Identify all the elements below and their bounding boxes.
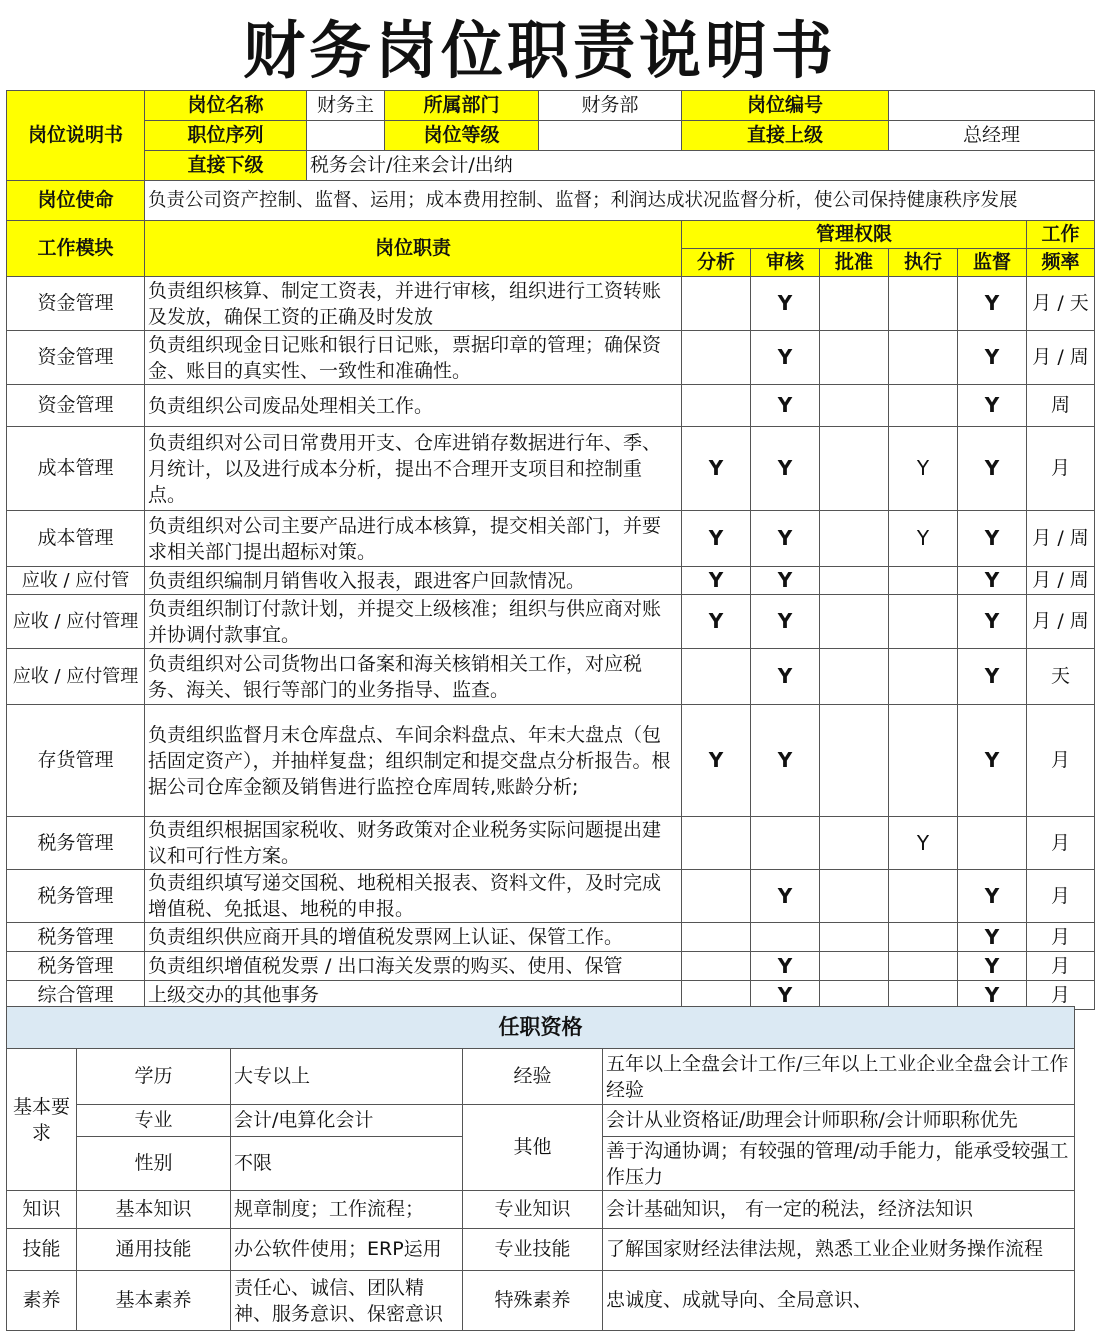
general-skill-label: 通用技能 bbox=[77, 1229, 231, 1271]
position-code-label: 岗位编号 bbox=[682, 91, 889, 121]
basic-knowledge-label: 基本知识 bbox=[77, 1191, 231, 1229]
duty-review: Y bbox=[751, 277, 820, 331]
duty-analyze bbox=[682, 870, 751, 923]
duty-module: 成本管理 bbox=[7, 511, 145, 567]
duty-execute: Y bbox=[889, 427, 958, 511]
duty-supervise: Y bbox=[958, 385, 1027, 427]
duty-module: 存货管理 bbox=[7, 705, 145, 817]
duty-approve bbox=[820, 952, 889, 981]
duty-review: Y bbox=[751, 427, 820, 511]
duty-module: 应收 / 应付管 bbox=[7, 567, 145, 595]
document-title: 财务岗位职责说明书 bbox=[242, 13, 837, 87]
duty-supervise: Y bbox=[958, 705, 1027, 817]
duty-execute bbox=[889, 595, 958, 649]
other-label: 其他 bbox=[463, 1105, 603, 1191]
section-label: 岗位说明书 bbox=[7, 91, 145, 181]
duty-module: 税务管理 bbox=[7, 923, 145, 952]
table-row bbox=[7, 427, 1095, 511]
mission-label: 岗位使命 bbox=[7, 181, 145, 221]
duty-review: Y bbox=[751, 595, 820, 649]
duty-analyze: Y bbox=[682, 595, 751, 649]
duty-execute bbox=[889, 385, 958, 427]
subordinate-label: 直接下级 bbox=[145, 151, 307, 181]
qualification-table bbox=[6, 1006, 1075, 1331]
duty-analyze: Y bbox=[682, 511, 751, 567]
duty-module: 资金管理 bbox=[7, 385, 145, 427]
duty-text: 负责组织监督月末仓库盘点、车间余料盘点、年末大盘点（包括固定资产），并抽样复盘；组织制定和提交盘点分析报告。根据公司仓库金额及销售进行监控仓库周转,账龄分析; bbox=[145, 705, 682, 817]
duty-supervise: Y bbox=[958, 981, 1027, 1010]
duty-freq: 月 bbox=[1027, 427, 1095, 511]
pro-knowledge-label: 专业知识 bbox=[463, 1191, 603, 1229]
duty-execute bbox=[889, 705, 958, 817]
duty-supervise: Y bbox=[958, 649, 1027, 705]
duty-analyze bbox=[682, 923, 751, 952]
duty-module: 应收 / 应付管理 bbox=[7, 649, 145, 705]
duty-freq: 月 bbox=[1027, 923, 1095, 952]
duty-approve bbox=[820, 427, 889, 511]
duty-text: 负责组织对公司主要产品进行成本核算，提交相关部门，并要求相关部门提出超标对策。 bbox=[145, 511, 682, 567]
special-quality-value: 忠诚度、成就导向、全局意识、 bbox=[603, 1271, 1075, 1331]
pro-skill-label: 专业技能 bbox=[463, 1229, 603, 1271]
department-value: 财务部 bbox=[539, 91, 682, 121]
basic-requirements-label: 基本要求 bbox=[7, 1049, 77, 1191]
duty-freq: 月 / 周 bbox=[1027, 511, 1095, 567]
duty-analyze bbox=[682, 649, 751, 705]
duty-analyze: Y bbox=[682, 427, 751, 511]
duty-supervise bbox=[958, 817, 1027, 870]
position-name-label: 岗位名称 bbox=[145, 91, 307, 121]
major-value: 会计/电算化会计 bbox=[231, 1105, 463, 1137]
duty-execute bbox=[889, 567, 958, 595]
duty-approve bbox=[820, 511, 889, 567]
duty-supervise: Y bbox=[958, 595, 1027, 649]
duty-review: Y bbox=[751, 567, 820, 595]
duty-supervise: Y bbox=[958, 331, 1027, 385]
grade-value bbox=[539, 121, 682, 151]
sequence-value bbox=[307, 121, 385, 151]
duty-text: 负责组织编制月销售收入报表，跟进客户回款情况。 bbox=[145, 567, 682, 595]
table-row bbox=[7, 595, 1095, 649]
major-label: 专业 bbox=[77, 1105, 231, 1137]
duty-execute bbox=[889, 923, 958, 952]
position-code-value bbox=[889, 91, 1095, 121]
duty-approve bbox=[820, 870, 889, 923]
duty-review: Y bbox=[751, 385, 820, 427]
duty-text: 负责组织公司废品处理相关工作。 bbox=[145, 385, 682, 427]
superior-label: 直接上级 bbox=[682, 121, 889, 151]
duty-text: 负责组织供应商开具的增值税发票网上认证、保管工作。 bbox=[145, 923, 682, 952]
duty-text: 负责组织增值税发票 / 出口海关发票的购买、使用、保管 bbox=[145, 952, 682, 981]
basic-quality-label: 基本素养 bbox=[77, 1271, 231, 1331]
duty-freq: 月 / 周 bbox=[1027, 331, 1095, 385]
freq-header-bottom: 频率 bbox=[1027, 249, 1095, 277]
table-row bbox=[7, 705, 1095, 817]
module-header: 工作模块 bbox=[7, 221, 145, 277]
duty-freq: 月 bbox=[1027, 870, 1095, 923]
supervise-header: 监督 bbox=[958, 249, 1027, 277]
table-row bbox=[7, 817, 1095, 870]
education-value: 大专以上 bbox=[231, 1049, 463, 1105]
analyze-header: 分析 bbox=[682, 249, 751, 277]
duty-freq: 月 / 周 bbox=[1027, 567, 1095, 595]
table-row bbox=[7, 952, 1095, 981]
duty-approve bbox=[820, 277, 889, 331]
duty-text: 负责组织现金日记账和银行日记账，票据印章的管理；确保资金、账目的真实性、一致性和准确性。 bbox=[145, 331, 682, 385]
duty-execute: Y bbox=[889, 511, 958, 567]
duty-text: 上级交办的其他事务 bbox=[145, 981, 682, 1010]
duty-freq: 月 bbox=[1027, 981, 1095, 1010]
table-row bbox=[7, 923, 1095, 952]
sequence-label: 职位序列 bbox=[145, 121, 307, 151]
duty-text: 负责组织核算、制定工资表，并进行审核，组织进行工资转账及发放，确保工资的正确及时发放 bbox=[145, 277, 682, 331]
experience-label: 经验 bbox=[463, 1049, 603, 1105]
duty-freq: 月 bbox=[1027, 817, 1095, 870]
subordinate-value: 税务会计/往来会计/出纳 bbox=[307, 151, 1095, 181]
duty-analyze: Y bbox=[682, 705, 751, 817]
table-row bbox=[7, 331, 1095, 385]
other-value-certificate: 会计从业资格证/助理会计师职称/会计师职称优先 bbox=[603, 1105, 1075, 1137]
duty-module: 应收 / 应付管理 bbox=[7, 595, 145, 649]
approve-header: 批准 bbox=[820, 249, 889, 277]
grade-label: 岗位等级 bbox=[385, 121, 539, 151]
freq-header-top: 工作 bbox=[1027, 221, 1095, 249]
table-row bbox=[7, 870, 1095, 923]
table-row bbox=[7, 649, 1095, 705]
gender-label: 性别 bbox=[77, 1137, 231, 1191]
other-value-ability: 善于沟通协调；有较强的管理/动手能力，能承受较强工作压力 bbox=[603, 1137, 1075, 1191]
pro-skill-value: 了解国家财经法律法规，熟悉工业企业财务操作流程 bbox=[603, 1229, 1075, 1271]
duty-text: 负责组织填写递交国税、地税相关报表、资料文件，及时完成增值税、免抵退、地税的申报。 bbox=[145, 870, 682, 923]
duty-approve bbox=[820, 817, 889, 870]
duty-text: 负责组织根据国家税收、财务政策对企业税务实际问题提出建议和可行性方案。 bbox=[145, 817, 682, 870]
duty-freq: 月 bbox=[1027, 952, 1095, 981]
duty-execute bbox=[889, 952, 958, 981]
duty-review: Y bbox=[751, 649, 820, 705]
duty-freq: 周 bbox=[1027, 385, 1095, 427]
duty-supervise: Y bbox=[958, 511, 1027, 567]
mission-text: 负责公司资产控制、监督、运用；成本费用控制、监督；利润达成状况监督分析，使公司保持健康秩序发展 bbox=[145, 181, 1095, 221]
duty-analyze bbox=[682, 952, 751, 981]
execute-header: 执行 bbox=[889, 249, 958, 277]
duty-supervise: Y bbox=[958, 277, 1027, 331]
duty-approve bbox=[820, 567, 889, 595]
review-header: 审核 bbox=[751, 249, 820, 277]
gender-value: 不限 bbox=[231, 1137, 463, 1191]
position-name-value: 财务主 bbox=[307, 91, 385, 121]
duty-analyze bbox=[682, 331, 751, 385]
pro-knowledge-value: 会计基础知识， 有一定的税法，经济法知识 bbox=[603, 1191, 1075, 1229]
duty-review bbox=[751, 923, 820, 952]
duty-review bbox=[751, 817, 820, 870]
table-row bbox=[7, 511, 1095, 567]
table-row bbox=[7, 567, 1095, 595]
experience-value: 五年以上全盘会计工作/三年以上工业企业全盘会计工作经验 bbox=[603, 1049, 1075, 1105]
duty-module: 综合管理 bbox=[7, 981, 145, 1010]
table-row bbox=[7, 277, 1095, 331]
basic-quality-value: 责任心、诚信、团队精神、服务意识、保密意识 bbox=[231, 1271, 463, 1331]
duty-module: 资金管理 bbox=[7, 277, 145, 331]
duty-approve bbox=[820, 331, 889, 385]
quality-label: 素养 bbox=[7, 1271, 77, 1331]
duty-header: 岗位职责 bbox=[145, 221, 682, 277]
duty-supervise: Y bbox=[958, 427, 1027, 511]
duty-freq: 天 bbox=[1027, 649, 1095, 705]
duty-analyze bbox=[682, 385, 751, 427]
duty-module: 税务管理 bbox=[7, 952, 145, 981]
duty-review: Y bbox=[751, 331, 820, 385]
duty-text: 负责组织对公司日常费用开支、仓库进销存数据进行年、季、月统计，以及进行成本分析，提出不合理开支项目和控制重点。 bbox=[145, 427, 682, 511]
department-label: 所属部门 bbox=[385, 91, 539, 121]
superior-value: 总经理 bbox=[889, 121, 1095, 151]
duty-execute bbox=[889, 649, 958, 705]
duty-freq: 月 bbox=[1027, 705, 1095, 817]
duty-text: 负责组织对公司货物出口备案和海关核销相关工作，对应税务、海关、银行等部门的业务指导、监查。 bbox=[145, 649, 682, 705]
knowledge-label: 知识 bbox=[7, 1191, 77, 1229]
duty-text: 负责组织制订付款计划，并提交上级核准；组织与供应商对账并协调付款事宜。 bbox=[145, 595, 682, 649]
duty-review: Y bbox=[751, 981, 820, 1010]
duty-approve bbox=[820, 649, 889, 705]
duty-freq: 月 / 周 bbox=[1027, 595, 1095, 649]
table-row bbox=[7, 385, 1095, 427]
duty-analyze bbox=[682, 817, 751, 870]
duty-execute bbox=[889, 277, 958, 331]
duty-execute bbox=[889, 870, 958, 923]
skill-label: 技能 bbox=[7, 1229, 77, 1271]
duty-supervise: Y bbox=[958, 952, 1027, 981]
duties-table bbox=[6, 90, 1095, 1010]
duty-supervise: Y bbox=[958, 923, 1027, 952]
special-quality-label: 特殊素养 bbox=[463, 1271, 603, 1331]
education-label: 学历 bbox=[77, 1049, 231, 1105]
duty-review: Y bbox=[751, 870, 820, 923]
duty-approve bbox=[820, 385, 889, 427]
duty-supervise: Y bbox=[958, 567, 1027, 595]
duty-analyze: Y bbox=[682, 567, 751, 595]
duty-supervise: Y bbox=[958, 870, 1027, 923]
authority-header: 管理权限 bbox=[682, 221, 1027, 249]
duty-review: Y bbox=[751, 705, 820, 817]
duty-module: 资金管理 bbox=[7, 331, 145, 385]
duty-analyze bbox=[682, 277, 751, 331]
duty-execute: Y bbox=[889, 817, 958, 870]
basic-knowledge-value: 规章制度；工作流程； bbox=[231, 1191, 463, 1229]
duty-freq: 月 / 天 bbox=[1027, 277, 1095, 331]
duty-review: Y bbox=[751, 952, 820, 981]
duty-approve bbox=[820, 705, 889, 817]
duty-approve bbox=[820, 595, 889, 649]
duty-execute bbox=[889, 331, 958, 385]
duty-module: 成本管理 bbox=[7, 427, 145, 511]
general-skill-value: 办公软件使用；ERP运用 bbox=[231, 1229, 463, 1271]
qualification-title: 任职资格 bbox=[7, 1007, 1075, 1049]
duty-review: Y bbox=[751, 511, 820, 567]
duty-module: 税务管理 bbox=[7, 870, 145, 923]
duty-module: 税务管理 bbox=[7, 817, 145, 870]
duty-approve bbox=[820, 923, 889, 952]
